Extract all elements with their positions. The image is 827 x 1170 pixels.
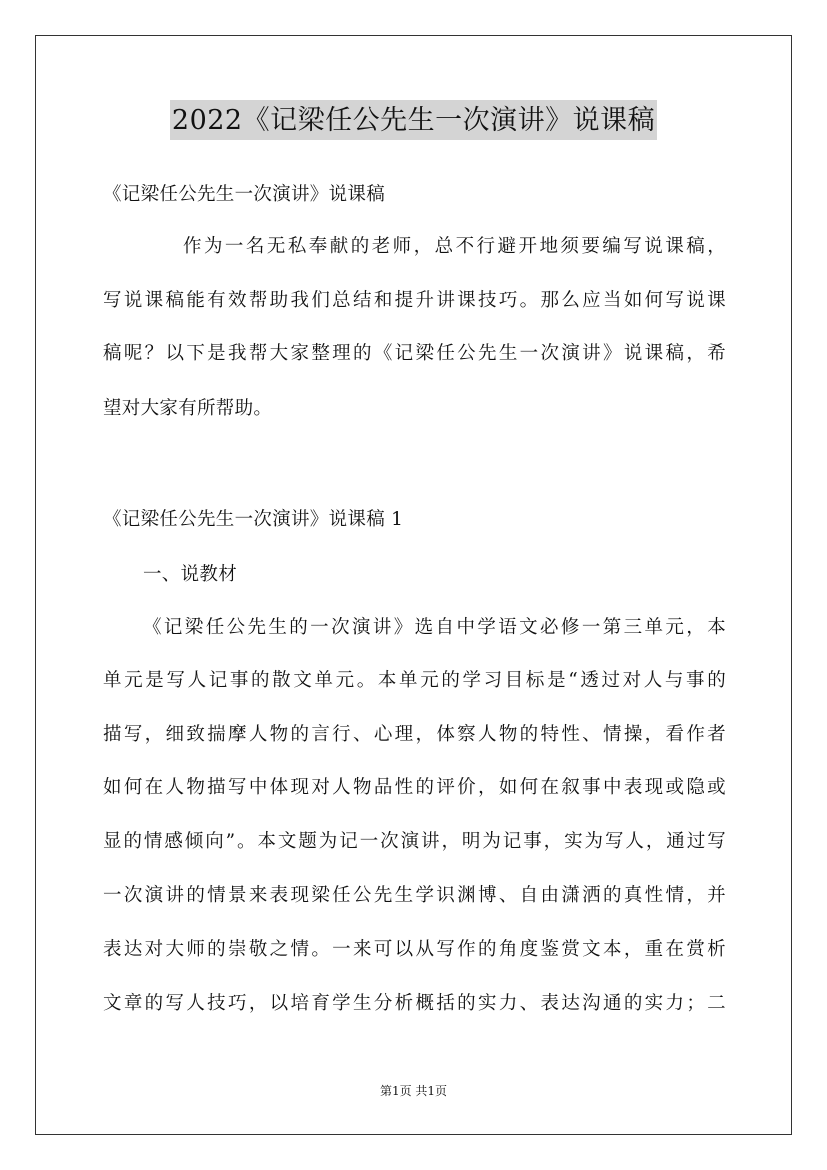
body-line-2: 单元是写人记事的散文单元。本单元的学习目标是“透过对人与事的 xyxy=(103,670,726,691)
body-line-7: 表达对大师的崇敬之情。一来可以从写作的角度鉴赏文本，重在赏析 xyxy=(103,939,726,960)
page-footer: 第1页 共1页 xyxy=(379,1084,448,1098)
body-line-8: 文章的写人技巧，以培育学生分析概括的实力、表达沟通的实力；二 xyxy=(103,993,726,1014)
document-title: 2022《记梁任公先生一次演讲》说课稿 xyxy=(170,100,657,140)
section-heading: 《记梁任公先生一次演讲》说课稿 1 xyxy=(103,509,404,530)
intro-line-4: 望对大家有所帮助。 xyxy=(103,398,273,419)
title-container xyxy=(0,100,827,140)
intro-line-3: 稿呢？以下是我帮大家整理的《记梁任公先生一次演讲》说课稿，希 xyxy=(103,343,726,364)
body-line-6: 一次演讲的情景来表现梁任公先生学识渊博、自由潇洒的真性情，并 xyxy=(103,885,726,906)
intro-line-1: 作为一名无私奉献的老师，总不行避开地须要编写说课稿， xyxy=(183,236,726,257)
subtitle-line: 《记梁任公先生一次演讲》说课稿 xyxy=(103,184,386,205)
body-line-3: 描写，细致揣摩人物的言行、心理，体察人物的特性、情操，看作者 xyxy=(103,724,726,745)
subsection-heading: 一、说教材 xyxy=(143,564,238,585)
intro-line-2: 写说课稿能有效帮助我们总结和提升讲课技巧。那么应当如何写说课 xyxy=(103,290,726,311)
body-line-4: 如何在人物描写中体现对人物品性的评价，如何在叙事中表现或隐或 xyxy=(103,777,726,798)
body-line-5: 显的情感倾向”。本文题为记一次演讲，明为记事，实为写人，通过写 xyxy=(103,831,726,852)
body-line-1: 《记梁任公先生的一次演讲》选自中学语文必修一第三单元，本 xyxy=(143,617,726,638)
